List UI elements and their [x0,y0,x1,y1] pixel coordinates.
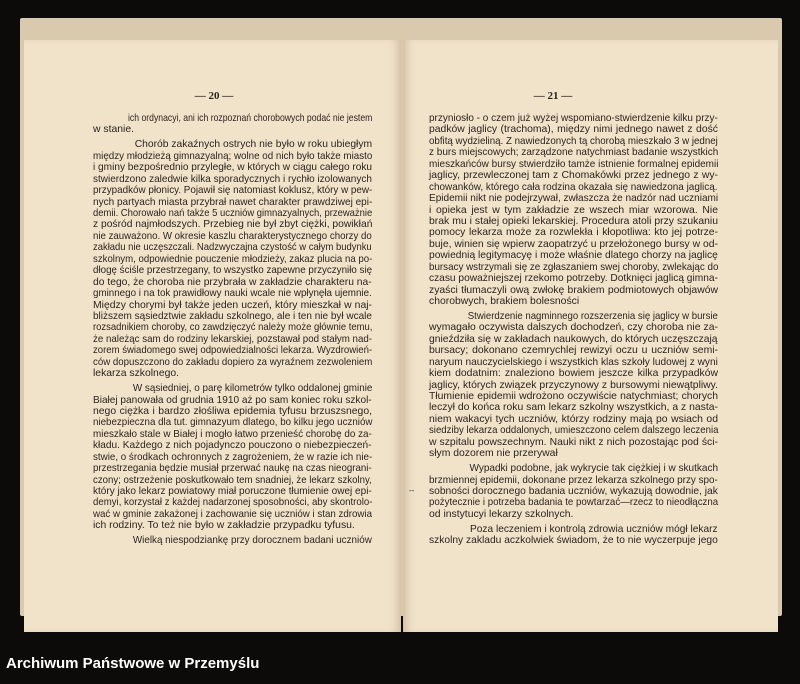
paragraph [93,383,372,532]
text-line: mieszkańców bursy stwierdziło tamże istnienie formalnej epidemii [429,158,719,170]
text-line: brzmiennej epidemii, dokonane przez lekarza szkolnego przy spo- [429,474,718,486]
text-line: przyniosło - o czem już wyżej wspomiano-stwierdzenie kilku przy- [429,113,718,124]
paragraph [429,524,718,547]
text-line: nego ciężka i bardzo złośliwa epidemia tyfusu brzuszsnego, [93,405,372,417]
text-line: obfitą wydzieliną. Z nawiedzonych tą chorobą mieszkało 3 w jednej [429,135,718,147]
text-line: kładu. Każdego z nich pojadynczo pouczono o niebezpieczeń- [93,440,372,452]
text-line: szkolny zakladu aczkolwiek świadom, że to nie wyczerpuje jego [429,535,718,547]
text-line: padków jaglicy (trachoma), między nimi jednego nawet z dość [429,124,718,136]
archive-name: Archiwum Państwowe w Przemyślu [6,655,260,672]
page-number: — 21 — [533,90,573,102]
text-line: zakładu nie uczęszczali. Nadzwyczajna czystość w całym budynku [93,242,372,254]
text-line: brak mu i stałej opieki lekarskiej. Procedura atoli przy szukaniu [429,215,718,227]
text-line: demyi, korzystał z każdej nadarzonej sposobności, aby skontrolo- [93,497,373,509]
text-line: Stwierdzenie nagminnego rozszerzenia się jaglicy w bursie [467,310,718,322]
text-line: gnieździła się w zakładach naukowych, do których uczęszczają [429,333,718,345]
paragraph [93,535,372,546]
page-text [93,113,372,550]
margin-mark: -- [409,486,415,495]
paragraph [93,139,372,379]
text-line: wymagało oczywista dalszych dochodzeń, czy choroba nie za- [429,322,718,334]
text-line: powiednią legitymacyę i może właśnie dlatego chorzy na jaglicę [429,250,718,262]
text-line: Chorób zakaźnych ostrych nie było w roku ubiegłym [134,139,373,151]
page-number: — 20 — [194,90,234,102]
text-line: stwierdzono zaledwie kilka sporadycznych i rychło izolowanych [93,173,372,185]
text-line: zyaści tłumaczyli ową zwłokę brakiem podmiotowych objawów [429,284,718,296]
text-line: siedziby lekarza oddalonych, umieszczono celem dalszego leczenia [429,425,719,437]
text-line: W sąsiedniej, o parę kilometrów tylko oddalonej gminie [132,383,373,395]
text-line: Wielką niespodziankę przy dorocznem badani uczniów [132,535,372,547]
text-line: jaglicy, przewleczonej tam z Chomakówki przez jednego z wy- [429,170,718,182]
text-line: przypadków płonicy. Pojawił się natomiast koklusz, który w pew- [93,185,373,197]
text-line: demii. Chorowało nań także 5 uczniów gimnazyalnych, przeważnie [93,208,373,219]
text-line: Wypadki podobne, jak wykrycie tak ciężkiej i w skutkach [469,463,719,475]
text-line: ich rodziny. To też nie było w zakładzie przypadku tyfusu. [93,520,355,532]
paragraph [429,113,718,307]
text-line: zorem świadomego swej odpowiedzialności lekarza. Wyzdrowień- [93,345,373,357]
paragraph [93,113,372,136]
book-spread [20,18,782,616]
text-line: niebezpieczna dla tut. gimnazyum dlatego, bo kilku jego uczniów [93,417,373,429]
text-line: buje, winien się wpierw zaopatrzyć u przełożonego bursy w od- [429,238,718,250]
text-line: niem wakacyi tych uczniów, którzy rodziny mają po wsiach od [429,413,718,425]
text-line: Tłumienie epidemii wdrożono oczywiście natychmiast; chorych [429,391,718,402]
text-line: między młodzieżą gimnazyalną; wolne od nich było także miasto [93,150,373,162]
text-line: ich ordynacyi, ani ich rozpoznań chorobowych podać nie jestem [127,113,373,124]
text-line: i gminy bezpośrednio przyległe, w których w ciągu całego roku [93,162,373,174]
text-line: jaglicy, których związek przyczynowy z bursowymi niewątpliwy. [429,379,718,391]
text-line: nie zauważono. W okresie kaszlu charakterystycznego chorzy do [93,230,372,242]
text-line: mieszkało stale w Białej i mogło łatwo przenieść chorobę do za- [93,428,372,440]
text-line: bursacy wstrzymali się ze zgłaszaniem swej choroby, zwlekając do [429,261,719,273]
paragraph [429,311,718,460]
text-line: dłogę ściśle przestrzegany, to wszystko zapewne przyczyniło się [93,265,373,277]
text-line: w stanie. [93,124,135,136]
text-line: przestrzegania będzie musiał przerwać naukę na czas nieograni- [93,463,372,475]
text-line: szkolnym, odpowiednie pouczenie młodzieży, zakaz plucia na po- [93,253,373,265]
text-line: rozsadnikiem choroby, co zawdzięczyć należy może głównie temu, [93,322,373,334]
text-line: i opieka jest w tym zakładzie ze wszech miar wzorowa. Nie [429,204,718,216]
text-line: ców dopuszczono do zakładu dopiero za wyraźnem zezwoleniem [93,356,373,368]
text-line: że należąc sam do rodziny lekarskiej, pozstawał pod stałym nad- [93,333,373,345]
text-line: chowanków, którego cała rodzina okazała się nawiedzona jaglicą. [429,181,718,193]
text-line: czony; ostrzeżenie poskutkowało tem snadniej, że lekarz szkolny, [93,474,372,486]
text-line: kiem dodatnim: znaleziono bowiem jeszcze kilka przypadków [429,368,718,380]
text-line: czasu poważniejszej rzekomo potrzeby. Dotknięci jaglicą gimna- [429,273,718,285]
text-line: pożytecznie i potrzeba badania te powtarzać—rzecz to nieodłączna [429,497,719,509]
text-line: nych partyach miasta przybrał nawet charakter prawdziwej epi- [93,196,373,208]
text-line: który jako lekarz powiatowy miał poruczone tłumienie owej epi- [93,486,372,497]
text-line: z burs miejscowych; zarządzone natychmiast badanie wszystkich [429,147,719,159]
text-line: bliższem sąsiedztwie zakładu szkolnego, ale i ten nie był wcale [93,310,372,322]
text-line: do tego, że choroba nie przybrała w zakładzie charakteru na- [93,276,372,288]
text-line: wać w gminie zakażonej i zachowanie się uczniów i stan zdrowia [93,508,373,520]
text-line: gminnego i na tok prawidłowy nauki wcale nie wpłynęła ujemnie. [93,288,372,300]
text-line: Poza leczeniem i kontrolą zdrowia uczniów mógł lekarz [470,523,718,535]
text-line: stwie, o środkach ochronnych z zagrożeniem, że w razie ich nie- [93,451,373,463]
right-page [403,40,778,632]
text-line: od instytucyi lekarzy szkolnych. [429,508,574,520]
text-line: bursacy; dokonano czemrychlej rewizyi oczu u uczniów semi- [429,345,718,357]
text-line: w szpitalu powszechnym. Nauki nikt z nich pozostając pod ści- [429,436,718,448]
text-line: leczył do końca roku sam lekarz szkolny wszystkich, a z nasta- [429,402,718,414]
text-line: Epidemii nikt nie podejrzywał, zwłaszcza że nadzór nad uczniami [429,193,719,205]
text-line: Między chorymi był także jeden uczeń, który mieszkał w naj- [93,299,372,311]
paragraph [429,463,718,520]
text-line: słym dozorem nie przerywał [429,448,558,460]
archive-footer [0,648,800,684]
page-text [429,113,718,550]
text-line: sobności dorocznego badania uczniów, wykazują dowodnie, jak [429,486,718,497]
text-line: pomocy lekarza może za rozwlekła i kłopotliwa: kto jej potrze- [429,227,718,239]
text-line: Białej panowała od grudnia 1910 aż po sam koniec roku szkol- [93,394,372,406]
text-line: naryum nauczycielskiego i wszystkich klas szkoły ludowej z wyni [429,356,718,368]
text-line: lekarza szkolnego. [93,368,180,380]
text-line: z pośród najmłodszych. Przebieg nie był zbyt ciężki, powikłań [93,219,373,231]
text-line: chorobwych, brakiem bolesności [429,296,580,307]
left-page [24,40,401,632]
